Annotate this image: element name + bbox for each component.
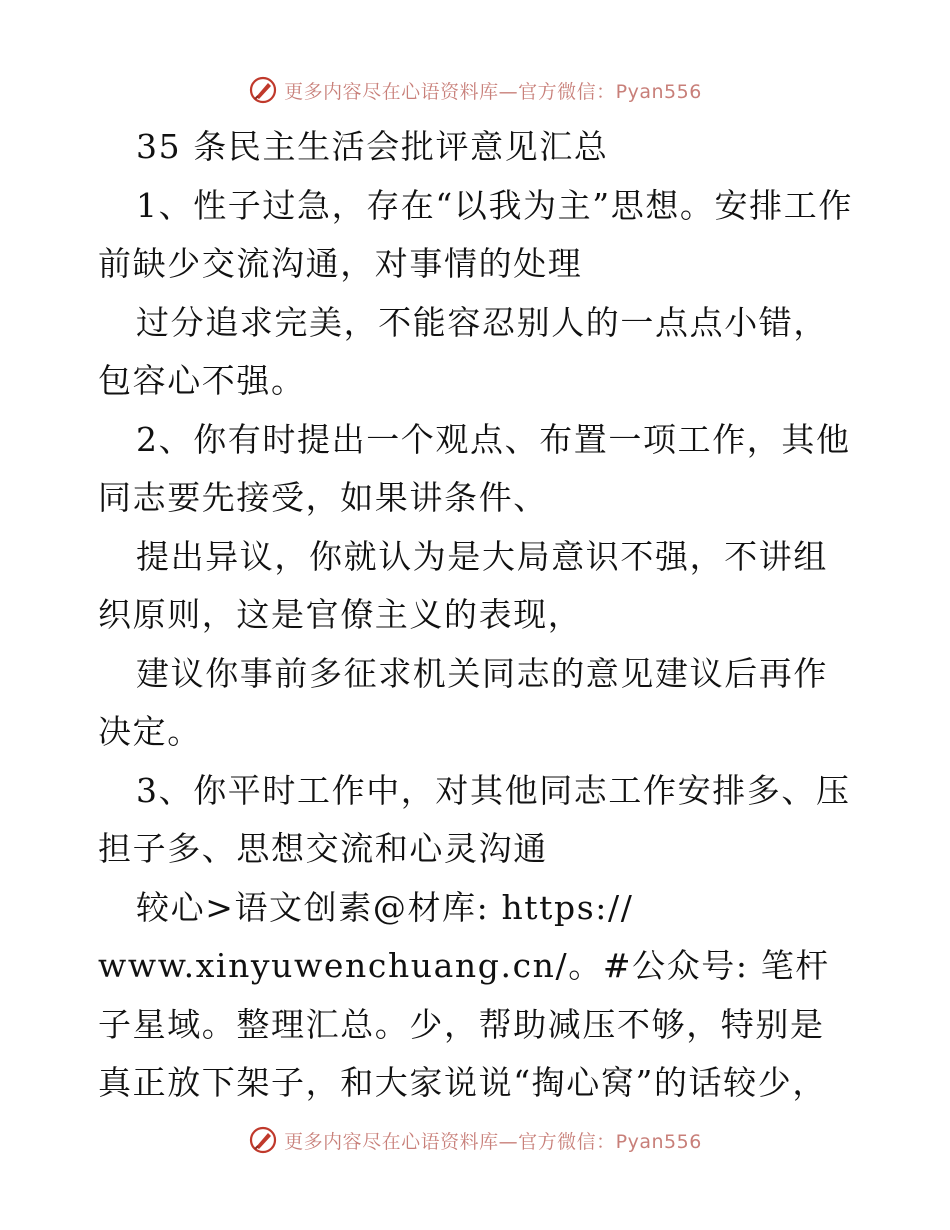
paragraph: 提出异议，你就认为是大局意识不强，不讲组织原则，这是官僚主义的表现， [98, 536, 828, 634]
paragraph: 建议你事前多征求机关同志的意见建议后再作决定。 [98, 653, 828, 751]
document-body [98, 118, 858, 1113]
footer-watermark-text: 更多内容尽在心语资料库—官方微信：Pyan556 [284, 1130, 702, 1153]
paragraph: 1、性子过急，存在“以我为主”思想。安排工作前缺少交流沟通，对事情的处理 [98, 185, 853, 283]
paragraph: 较心>语文创素@材库: https:// [136, 887, 634, 927]
footer-watermark-banner [0, 1122, 950, 1158]
paragraph: 2、你有时提出一个观点、布置一项工作，其他同志要先接受，如果讲条件、 [98, 419, 851, 517]
paragraph: 3、你平时工作中，对其他同志工作安排多、压担子多、思想交流和心灵沟通 [98, 770, 851, 868]
paragraph: 过分追求完美，不能容忍别人的一点点小错，包容心不强。 [98, 302, 828, 400]
document-title: 35 条民主生活会批评意见汇总 [136, 127, 609, 166]
paragraph: www.xinyuwenchuang.cn/。#公众号: 笔杆子星域。整理汇总。少，帮助减压不够，特别是真正放下架子，和大家说说“掏心窝”的话较少， [98, 946, 830, 1102]
header-watermark-text: 更多内容尽在心语资料库—官方微信：Pyan556 [284, 80, 702, 103]
quill-pen-logo-icon [248, 75, 278, 105]
header-watermark-banner [0, 72, 950, 108]
quill-pen-logo-icon [248, 1125, 278, 1155]
